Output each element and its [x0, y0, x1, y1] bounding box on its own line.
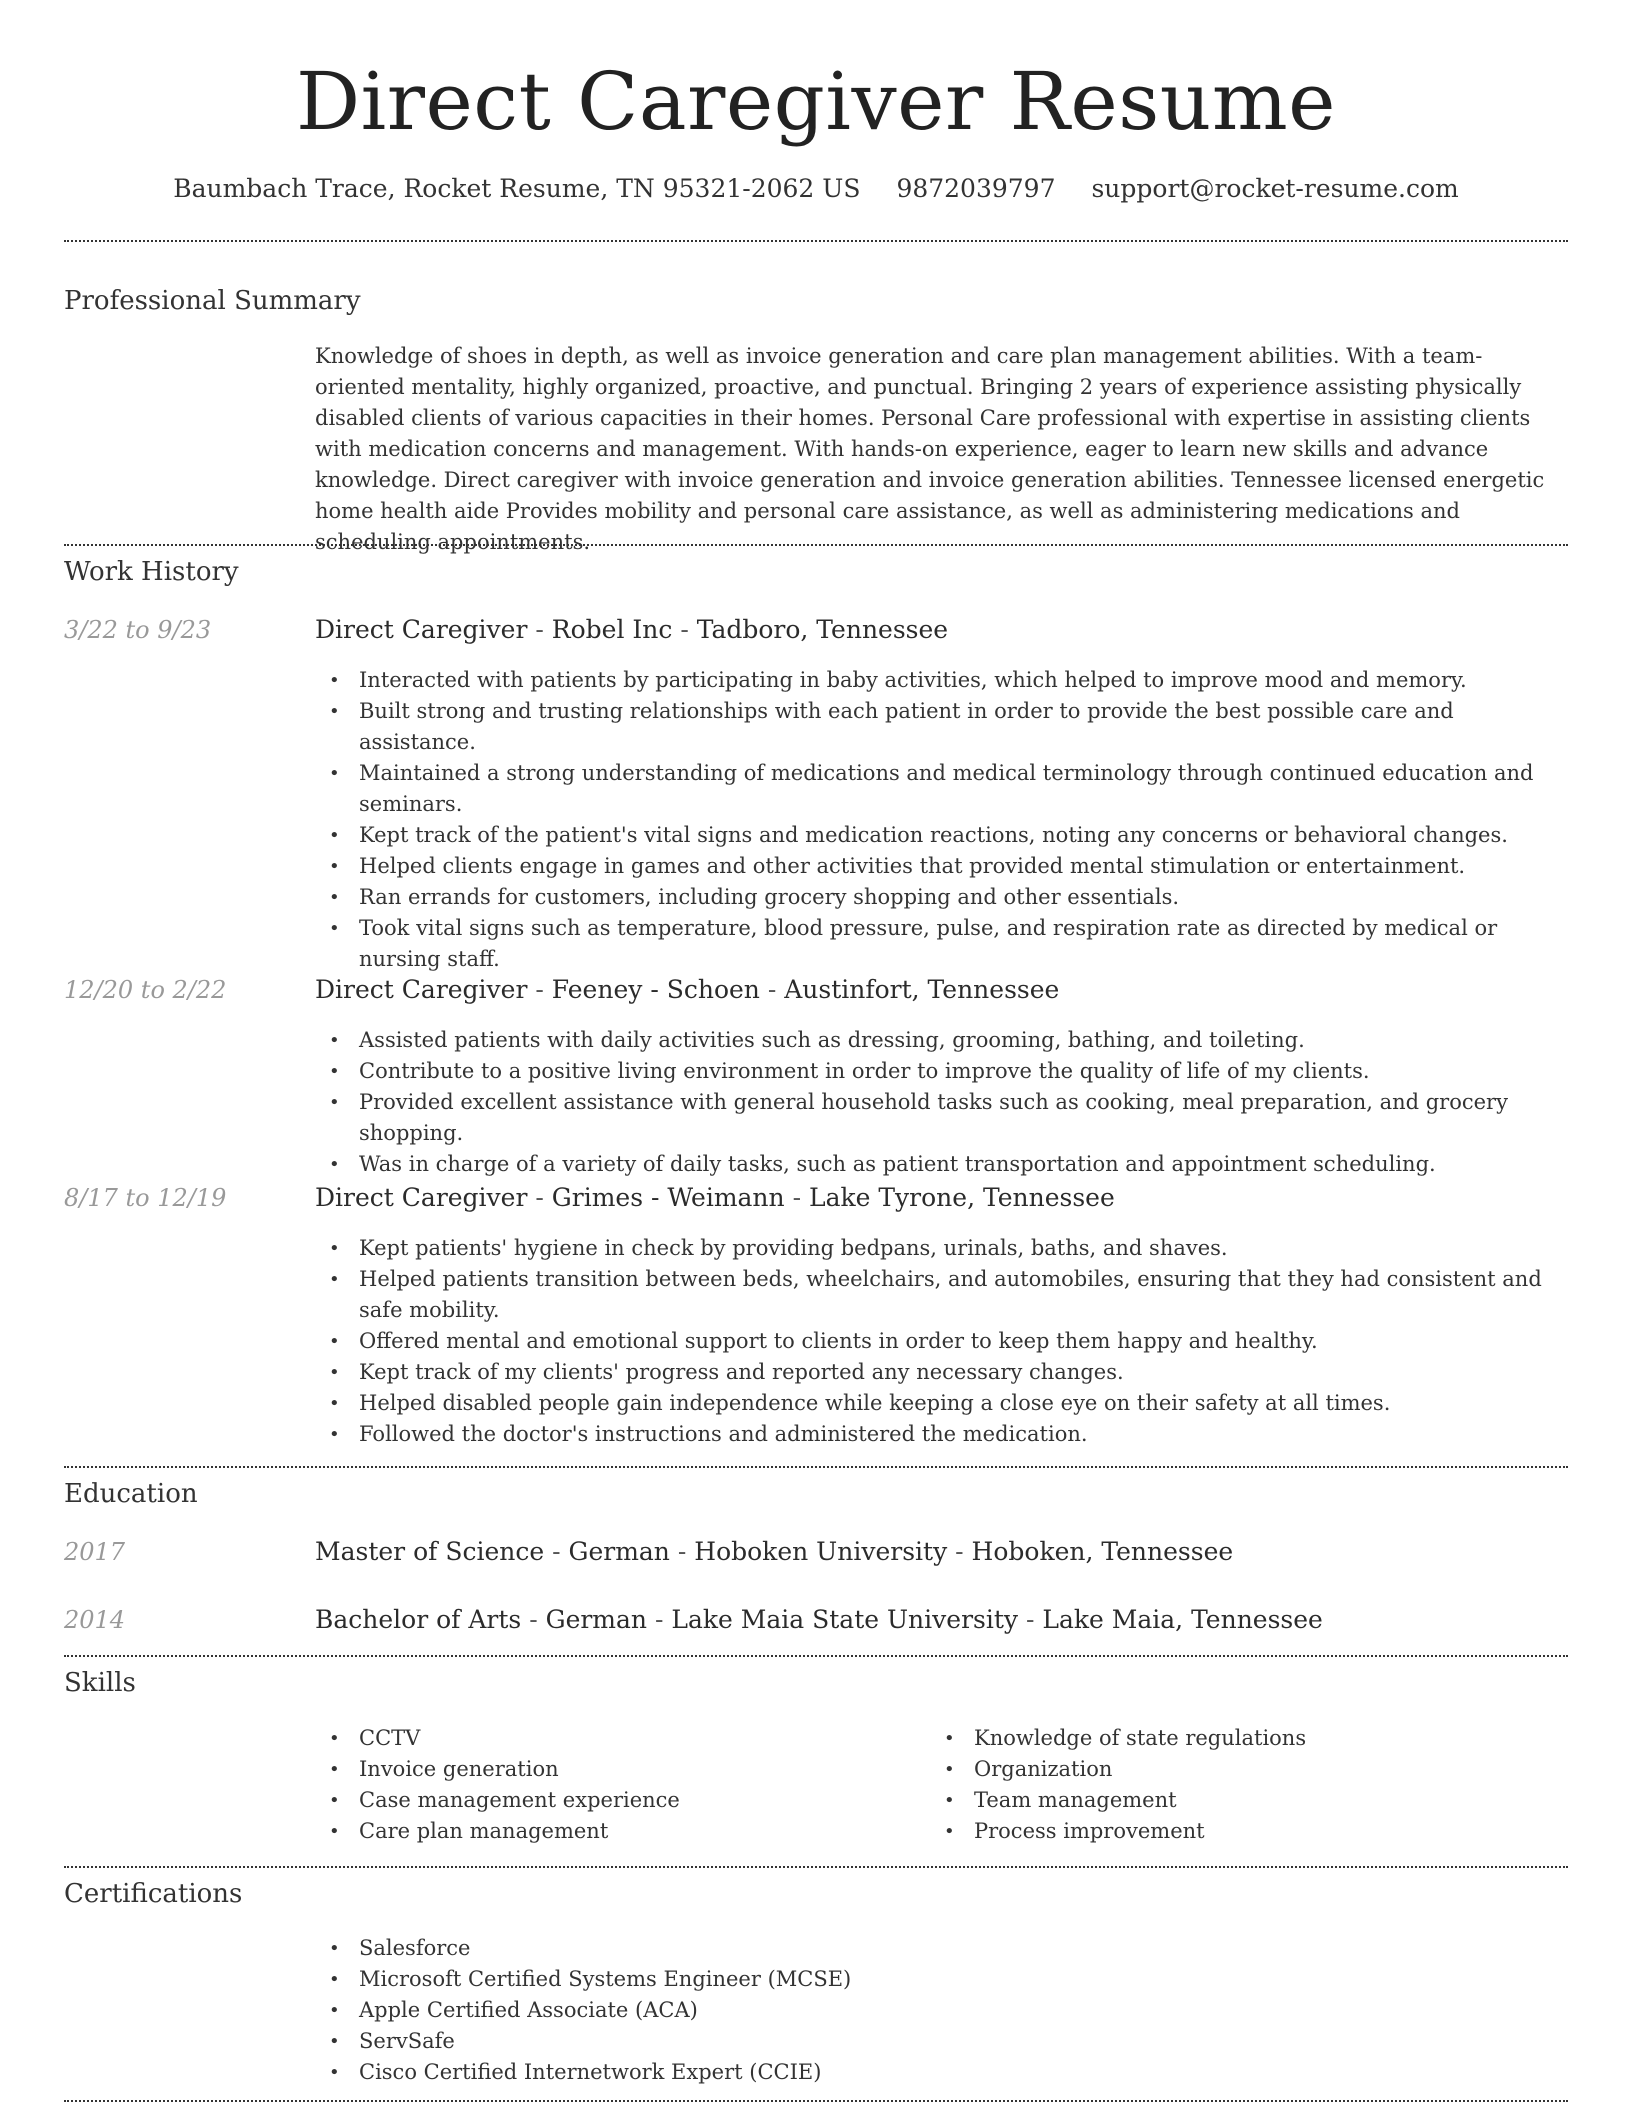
list-item: • Organization: [930, 1754, 1530, 1785]
job-role: Direct Caregiver: [315, 1183, 528, 1212]
job-role: Direct Caregiver: [315, 615, 528, 644]
divider: [64, 1466, 1568, 1468]
job-dates: 3/22 to 9/23: [64, 616, 212, 644]
list-item: • Contribute to a positive living environment in order to improve the quality of life of my clients.: [315, 1056, 1568, 1087]
list-item: • Interacted with patients by participating in baby activities, which helped to improve mood and memory.: [315, 665, 1568, 696]
contact-phone: 9872039797: [896, 174, 1056, 203]
contact-email[interactable]: support@rocket-resume.com: [1091, 174, 1459, 203]
divider: [64, 2100, 1568, 2102]
list-item: • Cisco Certified Internetwork Expert (CCIE): [315, 2057, 1568, 2088]
education-school: Hoboken University: [694, 1537, 948, 1566]
education-year: 2014: [64, 1606, 126, 1634]
list-item: • Invoice generation: [315, 1754, 915, 1785]
section-title-summary: Professional Summary: [64, 286, 361, 316]
job-company: Grimes - Weimann: [551, 1183, 785, 1212]
job-company: Feeney - Schoen: [551, 975, 760, 1004]
education-degree: Bachelor of Arts: [315, 1605, 522, 1634]
job-location: Lake Tyrone, Tennessee: [808, 1183, 1115, 1212]
list-item: • ServSafe: [315, 2026, 1568, 2057]
contact-address: Baumbach Trace, Rocket Resume, TN 95321-2062 US: [173, 174, 861, 203]
list-item: • Maintained a strong understanding of medications and medical terminology through continued education and seminars.: [315, 758, 1568, 820]
skills-list-left: [315, 1723, 915, 1847]
list-item: • Helped clients engage in games and other activities that provided mental stimulation or entertainment.: [315, 851, 1568, 882]
job-heading: Direct Caregiver - Robel Inc - Tadboro, Tennessee: [315, 615, 949, 644]
list-item: • Was in charge of a variety of daily tasks, such as patient transportation and appointment scheduling.: [315, 1149, 1568, 1180]
certifications-list: [315, 1933, 1568, 2088]
list-item: • Knowledge of state regulations: [930, 1723, 1530, 1754]
education-degree: Master of Science: [315, 1537, 545, 1566]
list-item: • Case management experience: [315, 1785, 915, 1816]
skills-list-right: [930, 1723, 1530, 1847]
list-item: • Helped patients transition between beds, wheelchairs, and automobiles, ensuring that they had consistent and safe mobility.: [315, 1264, 1568, 1326]
list-item: • Built strong and trusting relationships with each patient in order to provide the best possible care and assistance.: [315, 696, 1568, 758]
education-field: German: [568, 1537, 670, 1566]
list-item: • Salesforce: [315, 1933, 1568, 1964]
list-item: • Kept patients' hygiene in check by providing bedpans, urinals, baths, and shaves.: [315, 1233, 1568, 1264]
list-item: • Provided excellent assistance with general household tasks such as cooking, meal preparation, and grocery shopping.: [315, 1087, 1568, 1149]
education-field: German: [545, 1605, 648, 1634]
list-item: • Kept track of the patient's vital signs and medication reactions, noting any concerns or behavioral changes.: [315, 820, 1568, 851]
job-bullets: [315, 1025, 1568, 1180]
job-bullets: [315, 665, 1568, 975]
section-title-certifications: Certifications: [64, 1879, 243, 1909]
section-title-skills: Skills: [64, 1668, 136, 1698]
list-item: • Apple Certified Associate (ACA): [315, 1995, 1568, 2026]
list-item: • Assisted patients with daily activities such as dressing, grooming, bathing, and toileting.: [315, 1025, 1568, 1056]
education-location: Hoboken, Tennessee: [971, 1537, 1234, 1566]
job-dates: 12/20 to 2/22: [64, 976, 227, 1004]
list-item: • Team management: [930, 1785, 1530, 1816]
education-school: Lake Maia State University: [671, 1605, 1019, 1634]
list-item: • Helped disabled people gain independence while keeping a close eye on their safety at all times.: [315, 1388, 1568, 1419]
education-year: 2017: [64, 1538, 126, 1566]
job-dates: 8/17 to 12/19: [64, 1184, 227, 1212]
list-item: • CCTV: [315, 1723, 915, 1754]
job-location: Tadboro, Tennessee: [696, 615, 949, 644]
list-item: • Took vital signs such as temperature, blood pressure, pulse, and respiration rate as directed by medical or nursing staff.: [315, 913, 1568, 975]
contact-line: [64, 172, 1568, 206]
list-item: • Process improvement: [930, 1816, 1530, 1847]
job-heading: Direct Caregiver - Feeney - Schoen - Austinfort, Tennessee: [315, 975, 1060, 1004]
divider: [64, 1655, 1568, 1657]
list-item: • Ran errands for customers, including grocery shopping and other essentials.: [315, 882, 1568, 913]
list-item: • Offered mental and emotional support to clients in order to keep them happy and healthy.: [315, 1326, 1568, 1357]
job-company: Robel Inc: [551, 615, 673, 644]
job-bullets: [315, 1233, 1568, 1450]
list-item: • Care plan management: [315, 1816, 915, 1847]
job-location: Austinfort, Tennessee: [784, 975, 1060, 1004]
education-location: Lake Maia, Tennessee: [1042, 1605, 1323, 1634]
resume-title: Direct Caregiver Resume: [295, 55, 1337, 148]
job-heading: Direct Caregiver - Grimes - Weimann - Lake Tyrone, Tennessee: [315, 1183, 1115, 1212]
section-title-education: Education: [64, 1479, 198, 1509]
list-item: • Followed the doctor's instructions and administered the medication.: [315, 1419, 1568, 1450]
education-entry: Master of Science - German - Hoboken University - Hoboken, Tennessee: [315, 1537, 1234, 1566]
list-item: • Microsoft Certified Systems Engineer (MCSE): [315, 1964, 1568, 1995]
divider: [64, 240, 1568, 242]
divider: [64, 1866, 1568, 1868]
summary-text: Knowledge of shoes in depth, as well as invoice generation and care plan management abilities. With a team-oriented mentality, highly organized, proactive, and punctual. Bringing 2 years of experience assisting physically disabled clients of various capacities in their homes. Personal Care professional with expertise in assisting clients with medication concerns and management. With hands-on experience, eager to learn new skills and advance knowledge. Direct caregiver with invoice generation and invoice generation abilities. Tennessee licensed energetic home health aide Provides mobility and personal care assistance, as well as administering medications and scheduling appointments.: [315, 344, 1545, 554]
job-role: Direct Caregiver: [315, 975, 528, 1004]
list-item: • Kept track of my clients' progress and reported any necessary changes.: [315, 1357, 1568, 1388]
section-title-work: Work History: [64, 557, 239, 587]
divider: [64, 544, 1568, 546]
education-entry: Bachelor of Arts - German - Lake Maia State University - Lake Maia, Tennessee: [315, 1605, 1323, 1634]
